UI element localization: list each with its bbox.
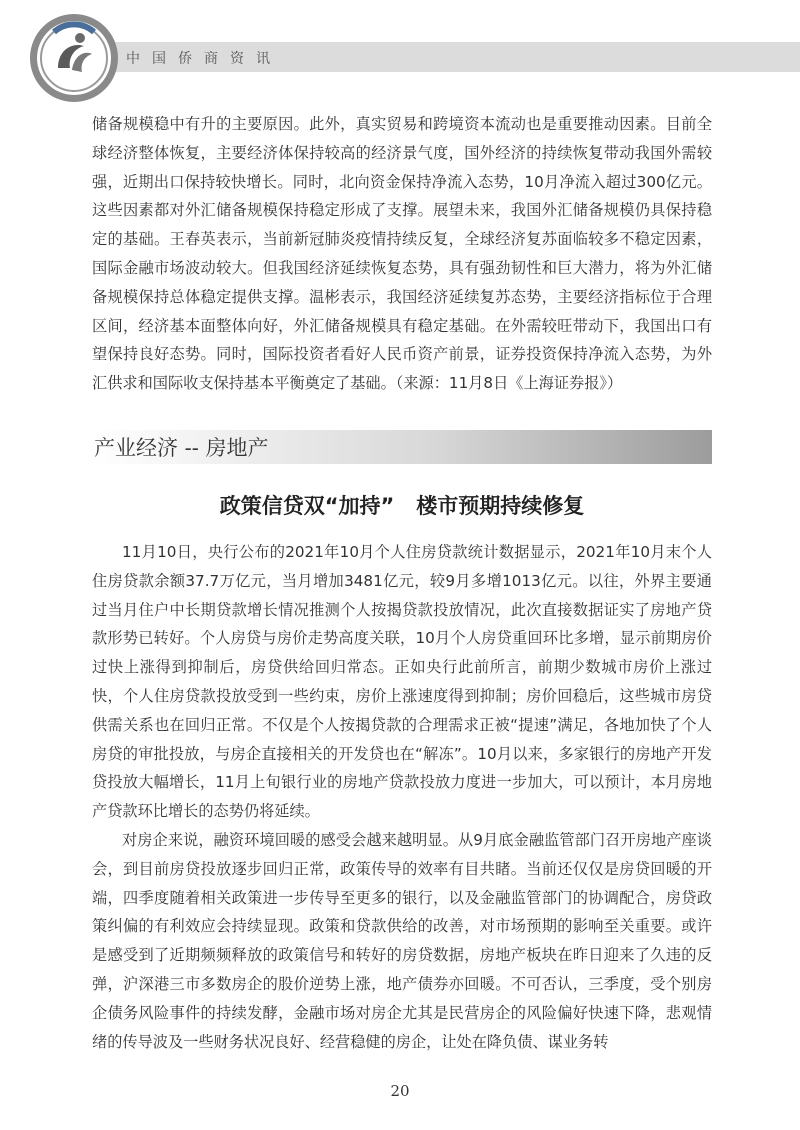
header-title: 中国侨商资讯 <box>126 51 282 67</box>
article-title: 政策信贷双“加持” 楼市预期持续修复 <box>219 494 585 518</box>
section-title: 产业经济 -- 房地产 <box>94 436 269 460</box>
logo-icon <box>28 12 120 104</box>
page-header <box>0 0 800 110</box>
article-paragraph-1: 11月10日，央行公布的2021年10月个人住房贷款统计数据显示，2021年10月末个人住房贷款余额37.7万亿元，当月增加3481亿元，较9月多增1013亿元。以往，外界主要通过当月住户中长期贷款增长情况推测个人按揭贷款投放情况，此次直接数据证实了房地产贷款形势已转好。个人房贷与房价走势高度关联，10月个人房贷重回环比多增，显示前期房价过快上涨得到抑制后，房贷供给回归常态。正如央行此前所言，前期少数城市房价上涨过快，个人住房贷款投放受到一些约束，房价上涨速度得到抑制；房价回稳后，这些城市房贷供需关系也在回归正常。不仅是个人按揭贷款的合理需求正被“提速”满足，各地加快了个人房贷的审批投放，与房企直接相关的开发贷也在“解冻”。10月以来，多家银行的房地产开发贷投放大幅增长，11月上旬银行业的房地产贷款投放力度进一步加大，可以预计，本月房地产贷款环比增长的态势仍将延续。 <box>92 543 712 821</box>
page-number: 20 <box>390 1082 410 1100</box>
paragraph-text: 储备规模稳中有升的主要原因。此外，真实贸易和跨境资本流动也是重要推动因素。目前全球经济整体恢复，主要经济体保持较高的经济景气度，国外经济的持续恢复带动我国外需较强，近期出口保持较快增长。同时，北向资金保持净流入态势，10月净流入超过300亿元。这些因素都对外汇储备规模保持稳定形成了支撑。展望未来，我国外汇储备规模仍具保持稳定的基础。王春英表示，当前新冠肺炎疫情持续反复，全球经济复苏面临较多不稳定因素，国际金融市场波动较大。但我国经济延续恢复态势，具有强劲韧性和巨大潜力，将为外汇储备规模保持总体稳定提供支撑。温彬表示，我国经济延续复苏态势，主要经济指标位于合理区间，经济基本面整体向好，外汇储备规模具有稳定基础。在外需较旺带动下，我国出口有望保持良好态势。同时，国际投资者看好人民币资产前景，证券投资保持净流入态势，为外汇供求和国际收支保持基本平衡奠定了基础。（来源：11月8日《上海证券报》） <box>92 115 712 393</box>
article-body <box>92 538 712 1056</box>
article-paragraph-2: 对房企来说，融资环境回暖的感受会越来越明显。从9月底金融监管部门召开房地产座谈会，到目前房贷投放逐步回归正常，政策传导的效率有目共睹。当前还仅仅是房贷回暖的开端，四季度随着相关政策进一步传导至更多的银行，以及金融监管部门的协调配合，房贷政策纠偏的有利效应会持续显现。政策和贷款供给的改善，对市场预期的影响至关重要。或许是感受到了近期频频释放的政策信号和转好的房贷数据，房地产板块在昨日迎来了久违的反弹，沪深港三市多数房企的股价逆势上涨，地产债券亦回暖。不可否认，三季度，受个别房企债务风险事件的持续发酵，金融市场对房企尤其是民营房企的风险偏好快速下降，悲观情绪的传导波及一些财务状况良好、经营稳健的房企，让处在降负债、谋业务转 <box>92 830 712 1051</box>
continued-paragraph <box>92 110 712 398</box>
